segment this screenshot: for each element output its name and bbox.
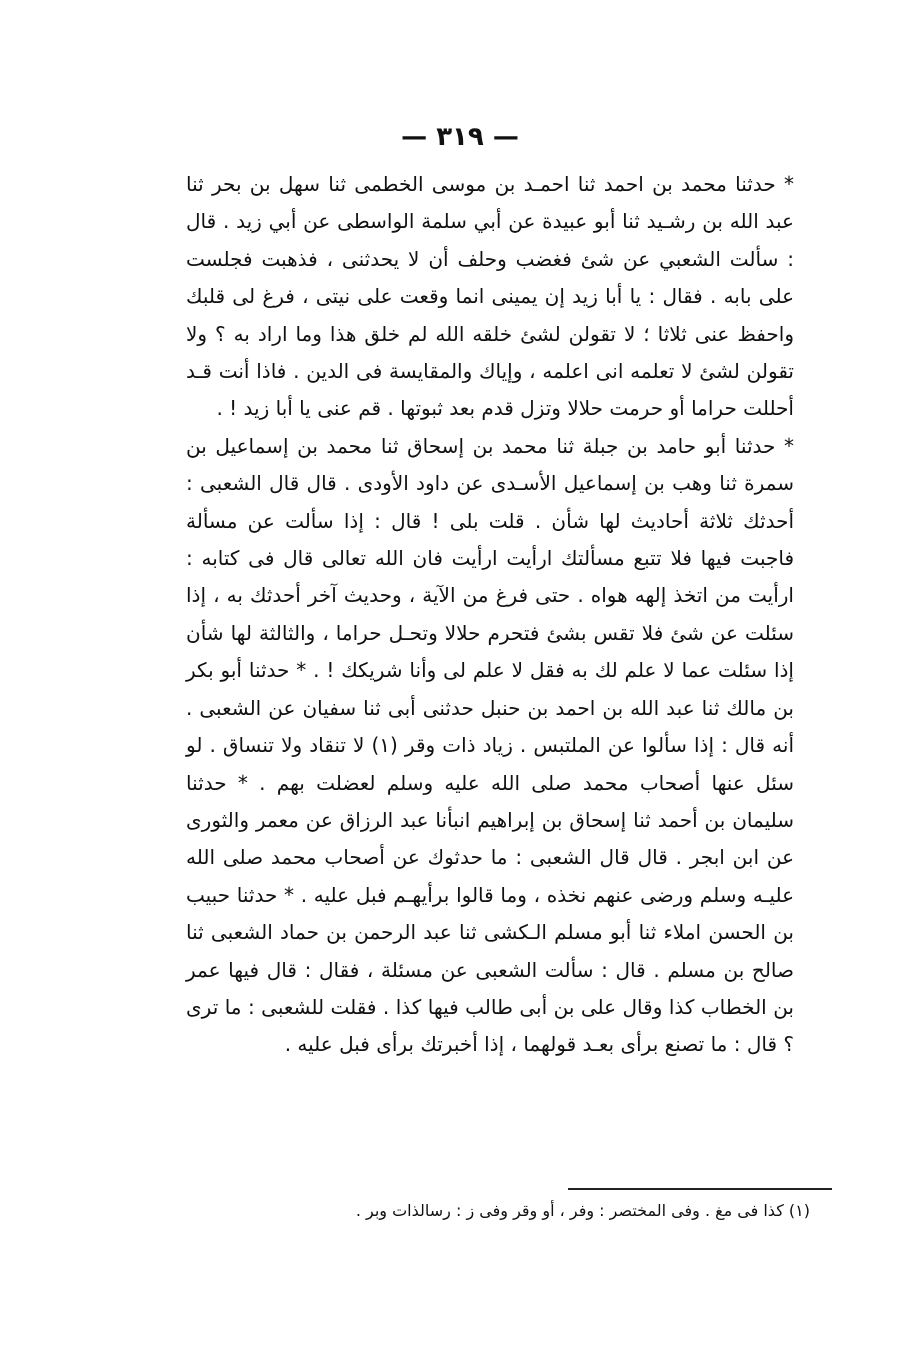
footnote: (١) كذا فى مغ . وفى المختصر : وفر ، أو وقر وفى ز : رسالذات وبر .: [355, 1201, 810, 1220]
page-number: — ٣١٩ —: [401, 122, 519, 152]
footnote-divider: [568, 1188, 832, 1190]
paragraph-2: * حدثنا أبو حامد بن جبلة ثنا محمد بن إسحاق ثنا محمد بن إسماعيل بن سمرة ثنا وهب بن إسماعيل الأسـدى عن داود الأودى . قال قال الشعبى : أحدثك ثلاثة أحاديث لها شأن . قلت بلى ! قال : إذا سألت عن مسألة فاجبت فيها فلا تتبع مسألتك ارأيت ارأيت فان الله تعالى قال فى كتابه : ارأيت من اتخذ إلهه هواه . حتى فرغ من الآية ، وحديث آخر أحدثك به ، إذا سئلت عن شئ فلا تقس بشئ فتحرم حلالا وتحـل حراما ، والثالثة لها شأن إذا سئلت عما لا علم لك به فقل لا علم لى وأنا شريكك ! . * حدثنا أبو بكر بن مالك ثنا عبد الله بن احمد بن حنبل حدثنى أبى ثنا سفيان عن الشعبى . أنه قال : إذا سألوا عن الملتبس . زياد ذات وقر (١) لا تنقاد ولا تنساق . لو سئل عنها أصحاب محمد صلى الله عليه وسلم لعضلت بهم . * حدثنا سليمان بن أحمد ثنا إسحاق بن إبراهيم انبأنا عبد الرزاق عن معمر والثورى عن ابن ابجر . قال قال الشعبى : ما حدثوك عن أصحاب محمد صلى الله عليـه وسلم ورضى عنهم نخذه ، وما قالوا برأيهـم فبل عليه . * حدثنا حبيب بن الحسن املاء ثنا أبو مسلم الـكشى ثنا عبد الرحمن بن حماد الشعبى ثنا صالح بن مسلم . قال : سألت الشعبى عن مسئلة ، فقال : قال فيها عمر بن الخطاب كذا وقال على بن أبى طالب فيها كذا . فقلت للشعبى : ما ترى ؟ قال : ما تصنع برأى بعـد قولهما ، إذا أخبرتك برأى فبل عليه .: [186, 433, 794, 1057]
paragraph-1: * حدثنا محمد بن احمد ثنا احمـد بن موسى الخطمى ثنا سهل بن بحر ثنا عبد الله بن رشـيد ثنا أبو عبيدة عن أبي سلمة الواسطى عن أبي زيد . قال : سألت الشعبي عن شئ فغضب وحلف أن لا يحدثنى ، فذهبت فجلست على بابه . فقال : يا أبا زيد إن يمينى انما وقعت على نيتى ، فرغ لى قلبك واحفظ عنى ثلاثا ؛ لا تقولن لشئ خلقه الله لم خلق هذا وما اراد به ؟ ولا تقولن لشئ لا تعلمه انى اعلمه ، وإياك والمقايسة فى الدين . فاذا أنت قـد أحللت حراما أو حرمت حلالا وتزل قدم بعد ثبوتها . قم عنى يا أبا زيد ! .: [186, 172, 794, 421]
body-text: [186, 166, 794, 1064]
